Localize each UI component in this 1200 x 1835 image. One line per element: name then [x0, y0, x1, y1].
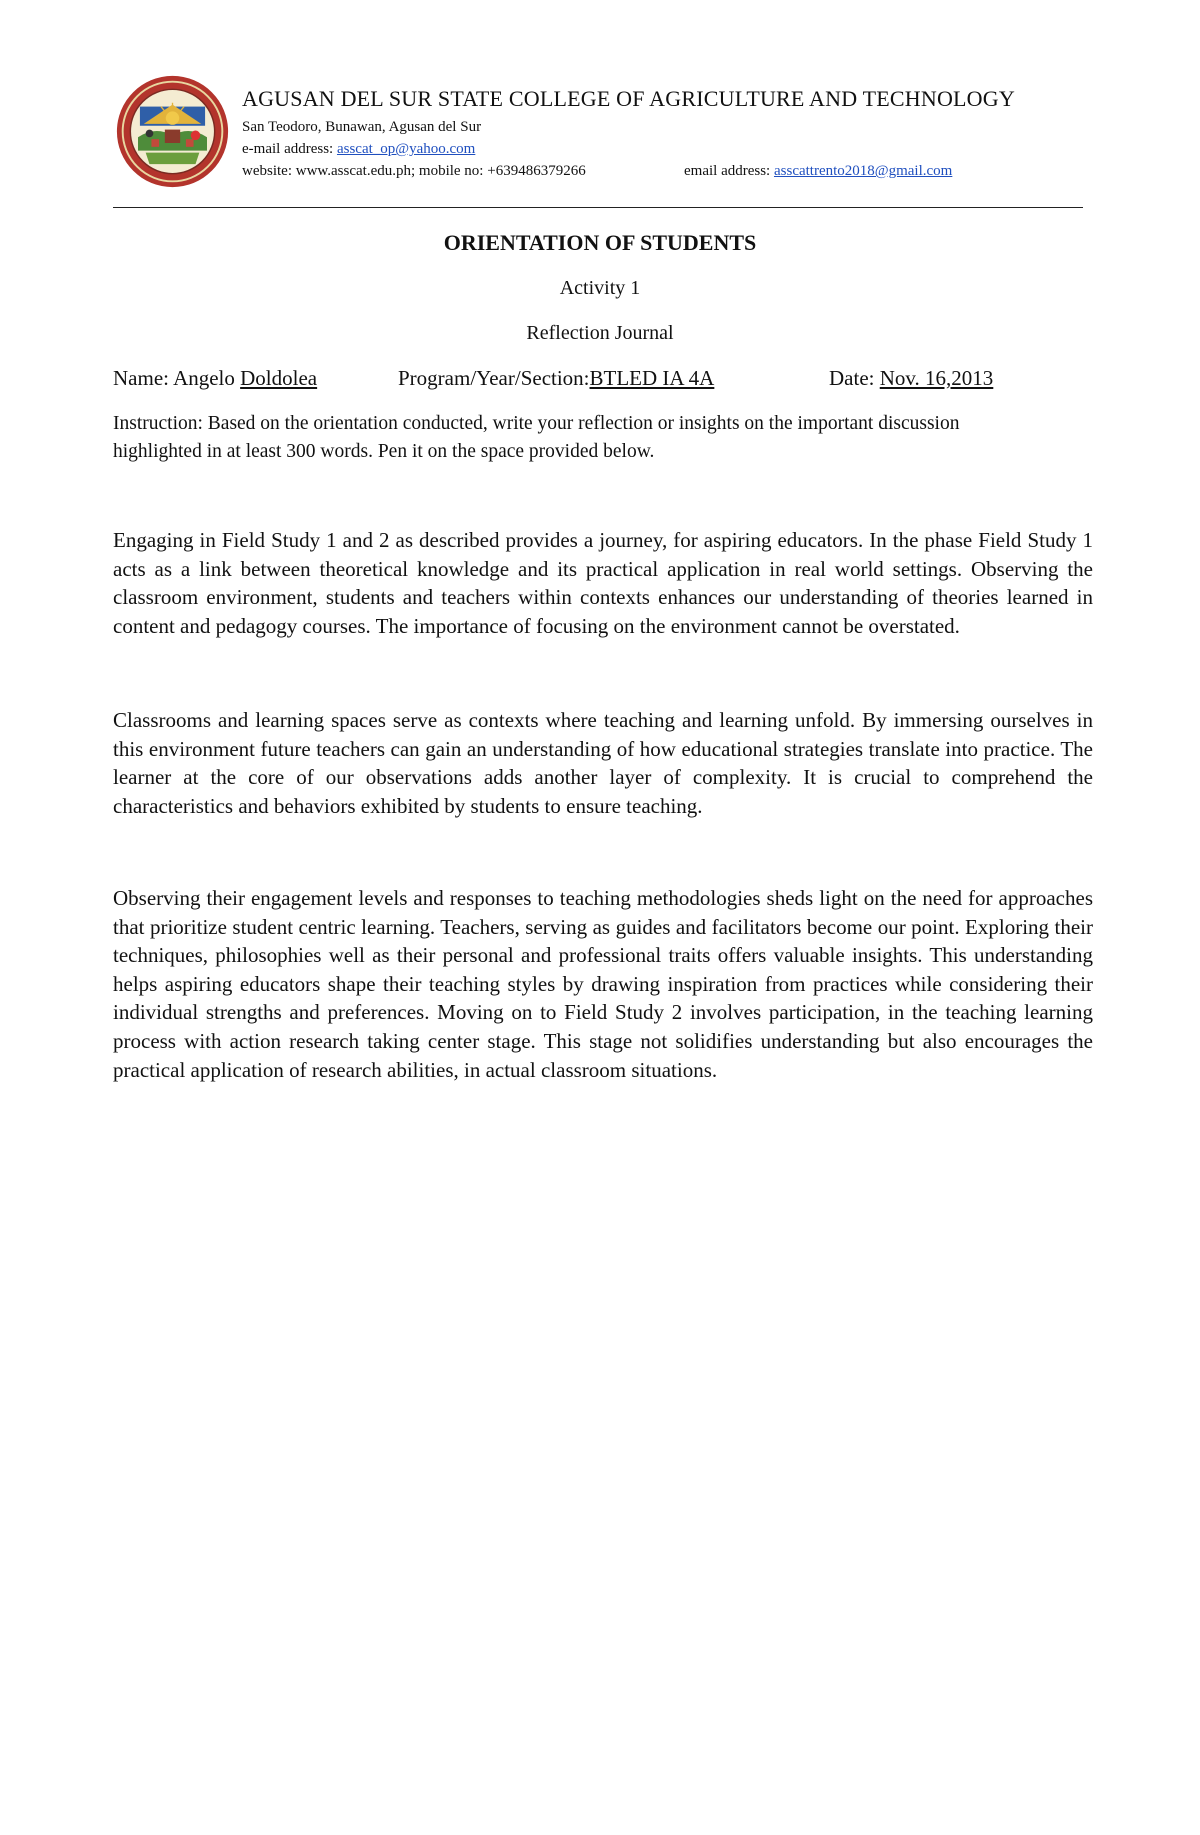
email-link[interactable]: asscat_op@yahoo.com	[336, 141, 476, 157]
secondary-email-line	[684, 163, 952, 180]
reflection-paragraph: Engaging in Field Study 1 and 2 as described provides a journey, for aspiring educators. In the phase Field Study 1 acts as a link between theoretical knowledge and its practical application in real world settings. Observing the classroom environment, students and teachers within contexts enhances our understanding of theories learned in content and pedagogy courses. The importance of focusing on the environment cannot be overstated.	[113, 528, 1093, 638]
name-value: Doldolea	[240, 366, 318, 390]
email2-link[interactable]: asscattrento2018@gmail.com	[773, 163, 953, 179]
reflection-paragraph: Classrooms and learning spaces serve as contexts where teaching and learning unfold. By immersing ourselves in this environment future teachers can gain an understanding of how educational strategies translate into practice. The learner at the core of our observations adds another layer of complexity. It is crucial to comprehend the characteristics and behaviors exhibited by students to ensure teaching.	[113, 708, 1093, 818]
website-mobile-line: website: www.asscat.edu.ph; mobile no: +639486379266	[242, 163, 586, 179]
program-field	[398, 366, 714, 391]
email2-label: email address:	[684, 163, 774, 179]
instruction-text: Instruction: Based on the orientation conducted, write your reflection or insights on the important discussion highlighted in at least 300 words. Pen it on the space provided below.	[113, 413, 960, 462]
date-field	[829, 366, 993, 391]
date-label: Date:	[829, 366, 880, 390]
reflection-paragraph: Observing their engagement levels and responses to teaching methodologies sheds light on the need for approaches that prioritize student centric learning. Teachers, serving as guides and facilitators become our point. Exploring their techniques, philosophies well as their personal and professional traits offers valuable insights. This understanding helps aspiring educators shape their teaching styles by drawing inspiration from practices while considering their individual strengths and preferences. Moving on to Field Study 2 involves participation, in the teaching learning process with action research taking center stage. This stage not solidifies understanding but also encourages the practical application of research abilities, in actual classroom situations.	[113, 886, 1093, 1082]
document-title: ORIENTATION OF STUDENTS	[443, 230, 757, 255]
program-value: BTLED IA 4A	[589, 366, 715, 390]
program-label: Program/Year/Section:	[398, 366, 590, 390]
email-label: e-mail address:	[242, 141, 337, 157]
school-email-line	[242, 141, 475, 158]
header-divider	[113, 207, 1083, 208]
school-name: AGUSAN DEL SUR STATE COLLEGE OF AGRICULTURE AND TECHNOLOGY	[242, 86, 1015, 111]
activity-label: Activity 1	[559, 277, 641, 299]
school-address: San Teodoro, Bunawan, Agusan del Sur	[242, 119, 482, 135]
name-label: Name: Angelo	[113, 366, 241, 390]
name-field	[113, 366, 317, 391]
journal-label: Reflection Journal	[526, 322, 674, 344]
date-value: Nov. 16,2013	[879, 366, 994, 390]
school-seal-icon	[115, 74, 230, 189]
